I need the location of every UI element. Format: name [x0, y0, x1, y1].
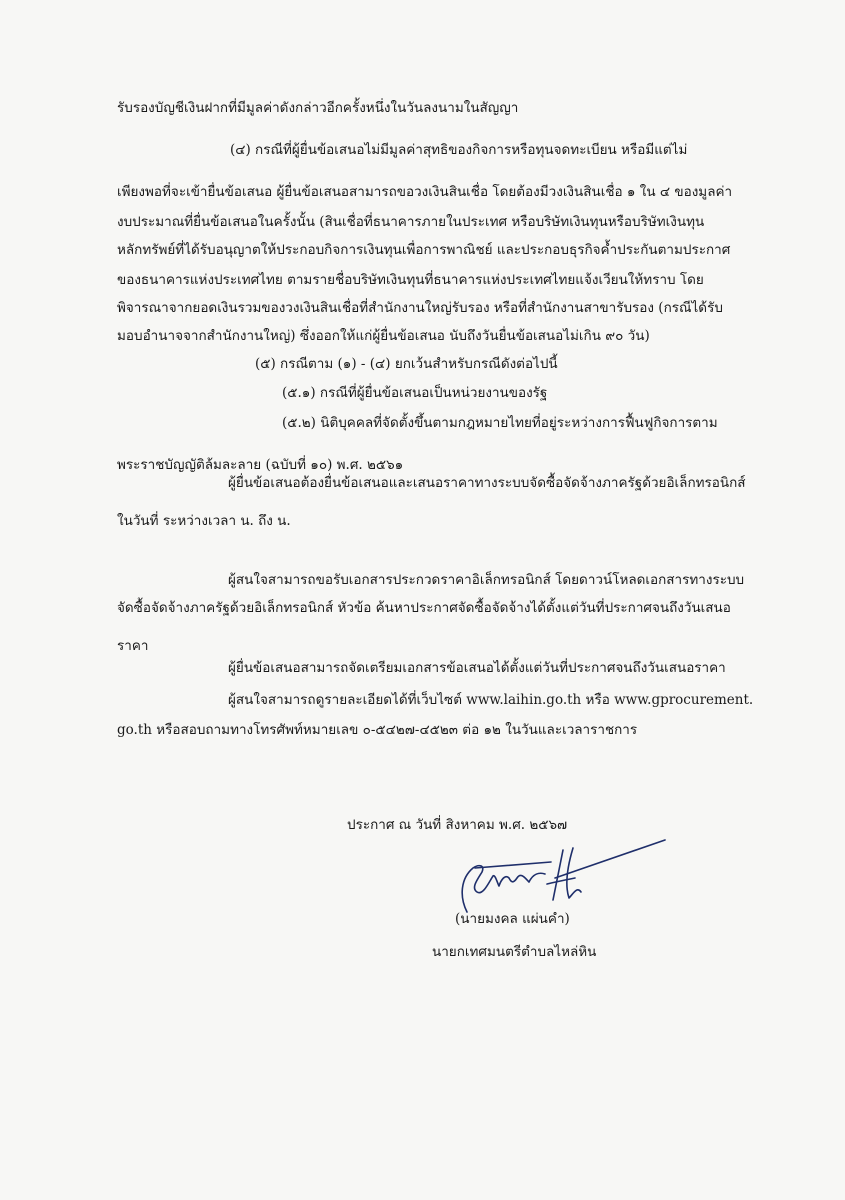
body-line-19: ผู้สนใจสามารถดูรายละเอียดได้ที่เว็บไซต์ www.laihin.go.th หรือ www.gprocurement.: [228, 692, 754, 708]
body-line-5: หลักทรัพย์ที่ได้รับอนุญาตให้ประกอบกิจการเงินทุนเพื่อการพาณิชย์ และประกอบธุรกิจค้ำประกันตามประกาศ: [117, 242, 731, 258]
body-line-3: เพียงพอที่จะเข้ายื่นข้อเสนอ ผู้ยื่นข้อเสนอสามารถขอวงเงินสินเชื่อ โดยต้องมีวงเงินสินเชื่อ ๑ ใน ๔ ของมูลค่า: [117, 184, 733, 200]
body-line-6: ของธนาคารแห่งประเทศไทย ตามรายชื่อบริษัทเงินทุนที่ธนาคารแห่งประเทศไทยแจ้งเวียนให้ทราบ โดย: [117, 272, 704, 288]
body-line-7: พิจารณาจากยอดเงินรวมของวงเงินสินเชื่อที่สำนักงานใหญ่รับรอง หรือที่สำนักงานสาขารับรอง (กรณีได้รับ: [117, 300, 723, 316]
handwritten-signature: [455, 838, 670, 918]
body-line-2: (๔) กรณีที่ผู้ยื่นข้อเสนอไม่มีมูลค่าสุทธิของกิจการหรือทุนจดทะเบียน หรือมีแต่ไม่: [230, 142, 688, 158]
body-line-4: งบประมาณที่ยื่นข้อเสนอในครั้งนั้น (สินเชื่อที่ธนาคารภายในประเทศ หรือบริษัทเงินทุนหรือบริษัทเงินทุน: [117, 214, 705, 230]
body-line-11: (๕.๒) นิติบุคคลที่จัดตั้งขึ้นตามกฎหมายไทยที่อยู่ระหว่างการฟื้นฟูกิจการตาม: [282, 415, 718, 431]
body-line-9: (๕) กรณีตาม (๑) - (๔) ยกเว้นสำหรับกรณีดังต่อไปนี้: [255, 356, 558, 372]
signer-title: นายกเทศมนตรีตำบลไหล่หิน: [432, 944, 597, 960]
body-line-20: go.th หรือสอบถามทางโทรศัพท์หมายเลข ๐-๕๔๒๗-๔๕๒๓ ต่อ ๑๒ ในวันและเวลาราชการ: [117, 722, 638, 738]
body-line-12: พระราชบัญญัติล้มละลาย (ฉบับที่ ๑๐) พ.ศ. ๒๕๖๑: [117, 457, 404, 473]
body-line-10: (๕.๑) กรณีที่ผู้ยื่นข้อเสนอเป็นหน่วยงานของรัฐ: [282, 385, 548, 401]
body-line-8: มอบอำนาจจากสำนักงานใหญ่) ซึ่งออกให้แก่ผู้ยื่นข้อเสนอ นับถึงวันยื่นข้อเสนอไม่เกิน ๙๐ วัน): [117, 328, 650, 344]
signer-name: (นายมงคล แผ่นคำ): [455, 911, 570, 927]
body-line-18: ผู้ยื่นข้อเสนอสามารถจัดเตรียมเอกสารข้อเสนอได้ตั้งแต่วันที่ประกาศจนถึงวันเสนอราคา: [228, 660, 726, 676]
body-line-17: ราคา: [117, 638, 149, 654]
body-line-13: ผู้ยื่นข้อเสนอต้องยื่นข้อเสนอและเสนอราคาทางระบบจัดซื้อจัดจ้างภาครัฐด้วยอิเล็กทรอนิกส์: [228, 475, 746, 491]
body-line-1: รับรองบัญชีเงินฝากที่มีมูลค่าดังกล่าวอีกครั้งหนึ่งในวันลงนามในสัญญา: [117, 100, 519, 116]
body-line-15: ผู้สนใจสามารถขอรับเอกสารประกวดราคาอิเล็กทรอนิกส์ โดยดาวน์โหลดเอกสารทางระบบ: [228, 572, 745, 588]
announce-date: ประกาศ ณ วันที่ สิงหาคม พ.ศ. ๒๕๖๗: [347, 817, 568, 833]
body-line-16: จัดซื้อจัดจ้างภาครัฐด้วยอิเล็กทรอนิกส์ หัวข้อ ค้นหาประกาศจัดซื้อจัดจ้างได้ตั้งแต่วันที่ประกาศจนถึงวันเสนอ: [117, 600, 731, 616]
body-line-14: ในวันที่ ระหว่างเวลา น. ถึง น.: [117, 513, 291, 529]
